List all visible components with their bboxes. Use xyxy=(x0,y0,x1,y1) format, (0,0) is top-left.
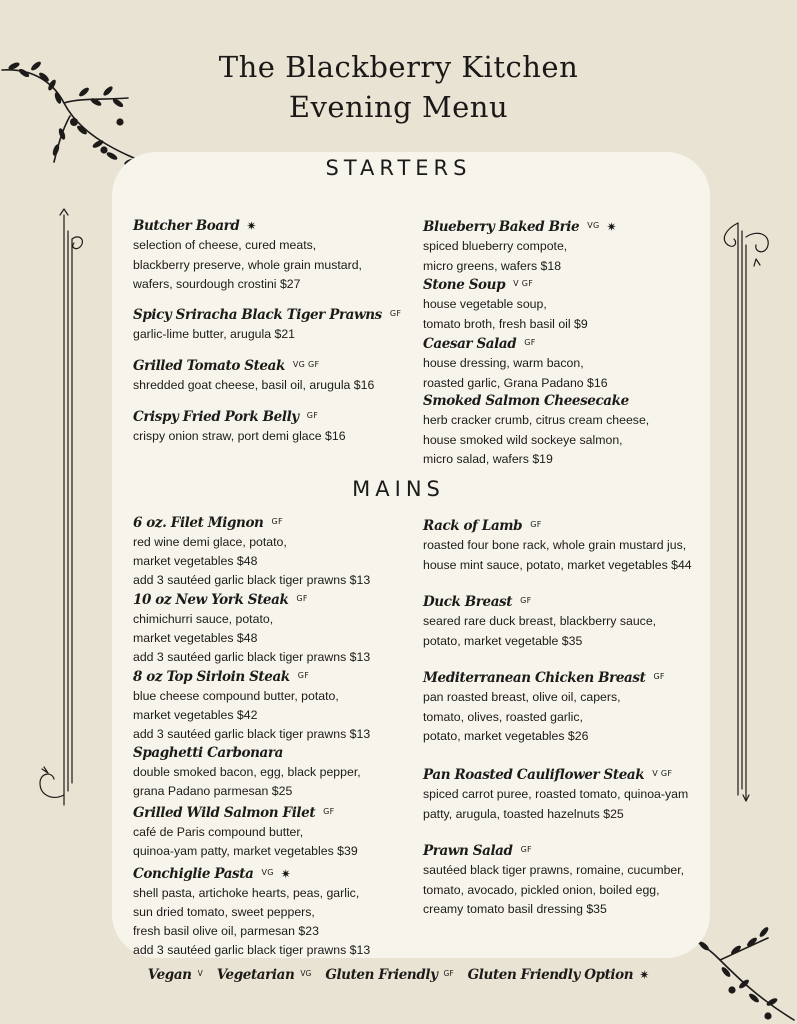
item-description: sun dried tomato, sweet peppers, xyxy=(133,905,315,919)
dietary-tag: GF xyxy=(520,596,532,605)
item-description: house mint sauce, potato, market vegetables $44 xyxy=(423,557,692,572)
item-description: house vegetable soup, xyxy=(423,297,547,311)
item-description: roasted four bone rack, whole grain mustard jus, xyxy=(423,538,687,552)
item-description: sautéed black tiger prawns, romaine, cucumber, xyxy=(423,863,685,877)
dietary-tag: GF xyxy=(520,845,532,854)
menu-item xyxy=(423,515,723,575)
legend-tag: VG xyxy=(300,969,312,978)
item-description: market vegetables $48 xyxy=(133,631,258,645)
dietary-tag: VG xyxy=(587,221,600,230)
item-name-text: 10 oz New York Steak xyxy=(133,592,289,608)
item-name xyxy=(423,667,723,688)
item-description: shell pasta, artichoke hearts, peas, garlic, xyxy=(133,886,360,900)
item-name xyxy=(133,216,433,236)
menu-title: Evening Menu xyxy=(288,90,509,124)
item-name xyxy=(133,304,433,325)
menu-item xyxy=(133,743,433,801)
item-name-text: Smoked Salmon Cheesecake xyxy=(423,393,629,409)
item-description: house dressing, warm bacon, xyxy=(423,356,584,370)
item-description: garlic-lime butter, arugula $21 xyxy=(133,327,295,341)
item-description: seared rare duck breast, blackberry sauce, xyxy=(423,614,657,628)
item-name-text: Pan Roasted Cauliflower Steak xyxy=(423,767,645,783)
item-description: add 3 sautéed garlic black tiger prawns $13 xyxy=(133,727,371,741)
legend-label: Vegan xyxy=(147,967,192,983)
dietary-tag: GF xyxy=(306,411,319,420)
item-description: market vegetables $42 xyxy=(133,708,258,722)
dietary-tag: V GF xyxy=(652,769,673,778)
dietary-tag: GF xyxy=(323,807,335,816)
menu-item xyxy=(423,591,723,651)
item-name xyxy=(133,666,433,687)
menu-item xyxy=(133,406,433,447)
item-description: quinoa-yam patty, market vegetables $39 xyxy=(133,844,358,858)
item-name xyxy=(423,274,723,295)
item-description: café de Paris compound butter, xyxy=(133,825,304,839)
item-description: roasted garlic, Grana Padano $16 xyxy=(423,375,608,390)
item-name-text: Crispy Fried Pork Belly xyxy=(133,409,299,425)
item-description: tomato, avocado, pickled onion, boiled egg, xyxy=(423,882,660,897)
item-name xyxy=(423,391,723,411)
item-name-text: Conchiglie Pasta xyxy=(133,866,254,882)
menu-item xyxy=(423,274,723,334)
item-name xyxy=(133,589,433,610)
dietary-tag: VG xyxy=(261,868,274,877)
legend-label: Vegetarian xyxy=(216,967,295,983)
dietary-tag: GF xyxy=(271,517,283,526)
menu-item xyxy=(423,216,723,276)
item-description: tomato broth, fresh basil oil $9 xyxy=(423,316,588,331)
item-name xyxy=(423,333,723,354)
item-description: micro salad, wafers $19 xyxy=(423,452,553,466)
item-name xyxy=(133,802,433,823)
dietary-tag: VG GF xyxy=(292,360,320,369)
gluten-friendly-option-icon: ✷ xyxy=(639,968,650,982)
item-name-text: Stone Soup xyxy=(423,277,506,293)
menu-item xyxy=(133,216,433,295)
dietary-tag: GF xyxy=(524,338,536,347)
restaurant-name: The Blackberry Kitchen xyxy=(218,50,579,84)
menu-item xyxy=(423,840,723,920)
item-name-text: Prawn Salad xyxy=(423,843,513,859)
item-description: grana Padano parmesan $25 xyxy=(133,784,293,798)
item-description: fresh basil olive oil, parmesan $23 xyxy=(133,924,319,938)
dietary-legend xyxy=(0,964,797,983)
dietary-tag: GF xyxy=(296,594,308,603)
legend-tag: GF xyxy=(443,969,454,978)
item-description: potato, market vegetable $35 xyxy=(423,633,583,648)
item-description: selection of cheese, cured meats, xyxy=(133,238,317,252)
item-description: red wine demi glace, potato, xyxy=(133,535,287,549)
legend-label: Gluten Friendly xyxy=(325,967,438,983)
item-description: potato, market vegetables $26 xyxy=(423,729,589,743)
menu-item xyxy=(423,333,723,393)
gluten-friendly-option-icon: ✷ xyxy=(606,220,617,234)
item-name-text: Butcher Board xyxy=(133,218,240,234)
dietary-tag: GF xyxy=(389,309,402,318)
item-name xyxy=(133,406,433,427)
menu-item xyxy=(133,304,433,345)
menu-item xyxy=(133,355,433,396)
item-description: shredded goat cheese, basil oil, arugula $16 xyxy=(133,378,375,392)
item-name-text: 6 oz. Filet Mignon xyxy=(133,515,264,531)
item-name xyxy=(423,764,723,785)
item-description: patty, arugula, toasted hazelnuts $25 xyxy=(423,806,624,821)
item-name xyxy=(423,515,723,536)
item-description: double smoked bacon, egg, black pepper, xyxy=(133,765,361,779)
item-description: wafers, sourdough crostini $27 xyxy=(133,277,301,291)
menu-item xyxy=(133,589,433,667)
item-name xyxy=(133,512,433,533)
flourish-divider-icon xyxy=(30,205,90,817)
item-description: herb cracker crumb, citrus cream cheese, xyxy=(423,413,650,427)
item-name-text: Spaghetti Carbonara xyxy=(133,745,283,761)
dietary-tag: V GF xyxy=(513,279,534,288)
item-name-text: Grilled Wild Salmon Filet xyxy=(133,805,316,821)
item-description: creamy tomato basil dressing $35 xyxy=(423,902,607,916)
menu-item xyxy=(133,666,433,744)
item-name xyxy=(133,863,433,884)
item-name-text: Rack of Lamb xyxy=(423,518,523,534)
flourish-divider-icon xyxy=(718,215,778,807)
item-name-text: Mediterranean Chicken Breast xyxy=(423,670,646,686)
gluten-friendly-option-icon: ✷ xyxy=(280,867,291,881)
menu-item xyxy=(423,764,723,824)
menu-item xyxy=(423,667,723,747)
item-description: crispy onion straw, port demi glace $16 xyxy=(133,429,346,443)
item-name xyxy=(423,591,723,612)
item-name-text: Caesar Salad xyxy=(423,336,517,352)
menu-item xyxy=(133,863,433,960)
item-name xyxy=(423,216,723,237)
item-description: add 3 sautéed garlic black tiger prawns $13 xyxy=(133,650,371,664)
item-description: house smoked wild sockeye salmon, xyxy=(423,432,623,447)
item-description: spiced blueberry compote, xyxy=(423,239,568,253)
item-description: pan roasted breast, olive oil, capers, xyxy=(423,690,621,704)
item-name-text: Blueberry Baked Brie xyxy=(423,219,580,235)
section-heading-starters: STARTERS xyxy=(325,156,472,180)
item-description: spiced carrot puree, roasted tomato, quinoa-yam xyxy=(423,787,689,801)
item-name-text: Spicy Sriracha Black Tiger Prawns xyxy=(133,307,382,323)
legend-label: Gluten Friendly Option xyxy=(467,967,634,983)
item-description: add 3 sautéed garlic black tiger prawns $13 xyxy=(133,573,371,587)
section-heading-mains: MAINS xyxy=(352,477,445,501)
dietary-tag: GF xyxy=(530,520,542,529)
menu-item xyxy=(423,391,723,470)
item-name-text: Grilled Tomato Steak xyxy=(133,358,285,374)
item-name-text: 8 oz Top Sirloin Steak xyxy=(133,669,290,685)
dietary-tag: GF xyxy=(653,672,665,681)
gluten-friendly-option-icon: ✷ xyxy=(246,219,257,233)
item-description: chimichurri sauce, potato, xyxy=(133,612,274,626)
item-name xyxy=(133,355,433,376)
item-description: market vegetables $48 xyxy=(133,554,258,568)
item-name-text: Duck Breast xyxy=(423,594,513,610)
item-description: add 3 sautéed garlic black tiger prawns $13 xyxy=(133,943,371,957)
item-description: tomato, olives, roasted garlic, xyxy=(423,709,583,724)
item-description: blackberry preserve, whole grain mustard, xyxy=(133,257,362,272)
legend-tag: V xyxy=(197,969,203,978)
menu-item xyxy=(133,512,433,590)
menu-item xyxy=(133,802,433,861)
item-description: micro greens, wafers $18 xyxy=(423,258,562,273)
item-name xyxy=(133,743,433,763)
dietary-tag: GF xyxy=(297,671,310,680)
item-description: blue cheese compound butter, potato, xyxy=(133,689,339,703)
item-name xyxy=(423,840,723,861)
